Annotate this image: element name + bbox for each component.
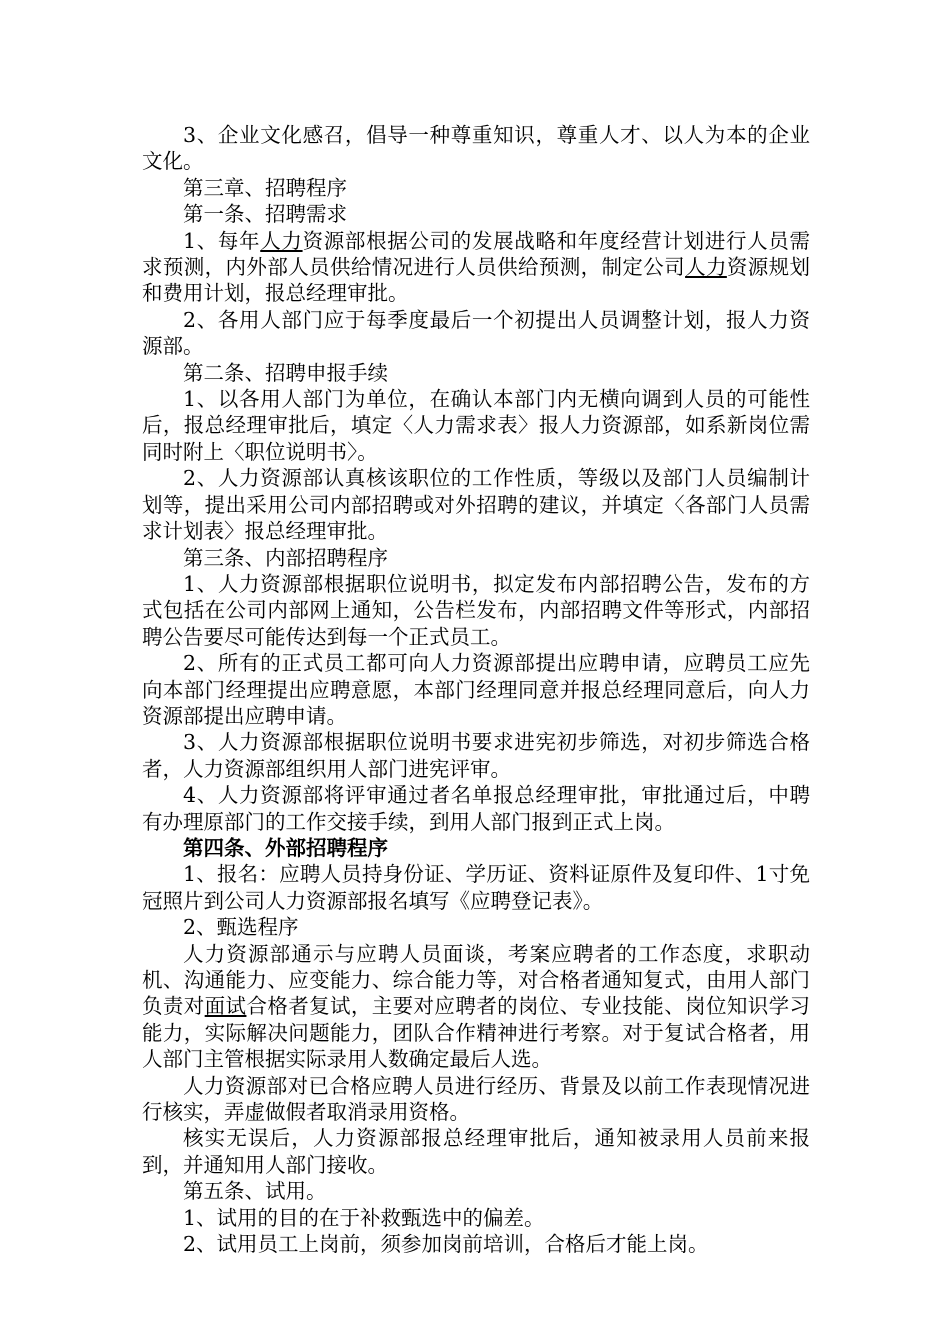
paragraph-selection-heading: 2、甄选程序 (183, 915, 299, 940)
text-segment: 人力资源部通示与应聘人员面谈，考案应聘者的工作态度，求职动机、沟通能力、应变能力、综合能力等，对合格者通知复式，由用人部门负责对 (142, 941, 810, 1019)
article-heading-internal-recruitment: 第三条、内部招聘程序 (183, 545, 388, 570)
paragraph-culture: 3、企业文化感召，倡导一种尊重知识，尊重人才、以人为本的企业文化。 (142, 123, 810, 174)
document-page (142, 122, 810, 1257)
paragraph-selection-interview (142, 941, 810, 1073)
paragraph-application-1: 1、以各用人部门为单位，在确认本部门内无横向调到人员的可能性后，报总经理审批后，填定〈人力需求表〉报人力资源部，如系新岗位需同时附上〈职位说明书〉。 (142, 387, 810, 464)
text-segment: 资源规划和费用计划，报总经理审批。 (142, 255, 811, 306)
paragraph-internal-4: 4、人力资源部将评审通过者名单报总经理审批，审批通过后，中聘有办理原部门的工作交接手续，到用人部门报到正式上岗。 (142, 783, 810, 834)
text-segment: 1、每年 (183, 228, 261, 253)
paragraph-internal-2: 2、所有的正式员工都可向人力资源部提出应聘申请，应聘员工应先向本部门经理提出应聘意愿，本部门经理同意并报总经理同意后，向人力资源部提出应聘申请。 (142, 651, 810, 728)
paragraph-probation-2: 2、试用员工上岗前，须参加岗前培训，合格后才能上岗。 (183, 1232, 709, 1257)
underlined-term: 人力 (260, 228, 303, 253)
article-heading-recruitment-demand: 第一条、招聘需求 (183, 202, 347, 227)
chapter-heading-recruitment-procedure: 第三章、招聘程序 (183, 175, 347, 200)
text-segment: 资源部根据公司的发展战略和年度经营计划进行人员需求预测，内外部人员供给情况进行人员供给预测，制定公司 (142, 228, 811, 280)
paragraph-internal-3: 3、人力资源部根据职位说明书要求进宪初步筛选，对初步筛选合格者，人力资源部组织用人部门进宪评审。 (142, 730, 810, 781)
underlined-term: 人力 (685, 255, 727, 280)
paragraph-probation-1: 1、试用的目的在于补救甄选中的偏差。 (183, 1205, 545, 1230)
article-heading-probation: 第五条、试用。 (183, 1179, 327, 1204)
paragraph-demand-forecast (142, 228, 810, 307)
paragraph-application-2: 2、人力资源部认真核该职位的工作性质，等级以及部门人员编制计划等，提出采用公司内部招聘或对外招聘的建议，并填定〈各部门人员需求计划表〉报总经理审批。 (142, 466, 810, 544)
paragraph-external-registration: 1、报名：应聘人员持身份证、学历证、资料证原件及复印件、1寸免冠照片到公司人力资源部报名填写《应聘登记表》。 (142, 862, 810, 913)
article-heading-application: 第二条、招聘申报手续 (183, 360, 388, 385)
paragraph-background-check: 人力资源部对已合格应聘人员进行经历、背景及以前工作表现情况进行核实，弄虚做假者取消录用资格。 (142, 1073, 810, 1125)
article-heading-external-recruitment: 第四条、外部招聘程序 (183, 835, 388, 860)
underlined-term: 面试 (204, 994, 247, 1019)
paragraph-adjustment-plan: 2、各用人部门应于每季度最后一个初提出人员调整计划，报人力资源部。 (142, 307, 810, 359)
paragraph-internal-1: 1、人力资源部根据职位说明书，拟定发布内部招聘公告，发布的方式包括在公司内部网上通知，公告栏发布，内部招聘文件等形式，内部招聘公告要尽可能传达到每一个正式员工。 (142, 571, 810, 649)
text-segment: 合格者复试，主要对应聘者的岗位、专业技能、岗位知识学习能力，实际解决问题能力，团队合作精神进行考察。对于复试合格者，用人部门主管根据实际录用人数确定最后人选。 (142, 994, 811, 1072)
paragraph-notification: 核实无误后，人力资源部报总经理审批后，通知被录用人员前来报到，并通知用人部门接收。 (142, 1126, 810, 1177)
